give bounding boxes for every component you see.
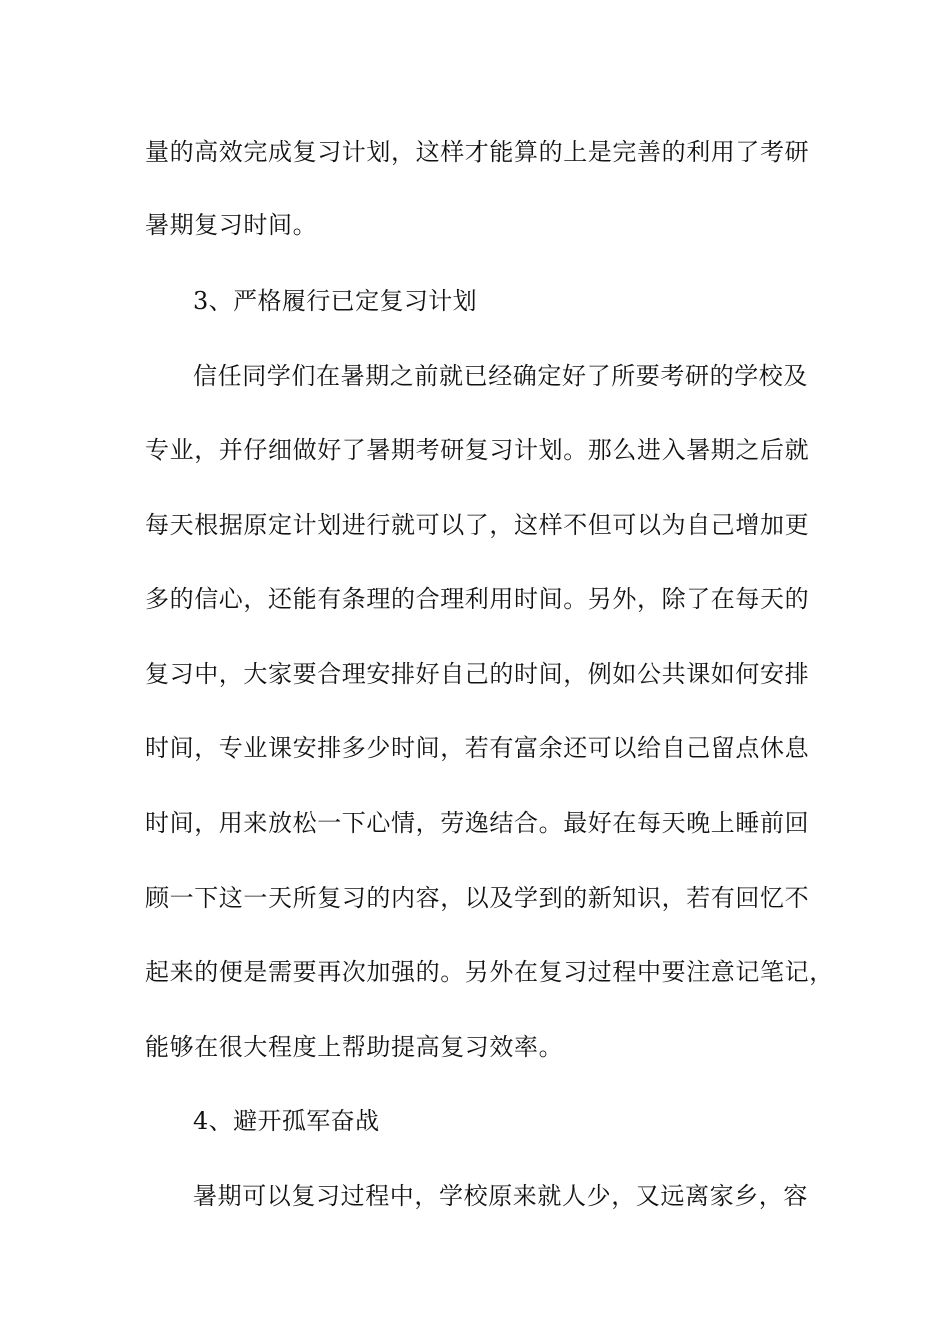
paragraph-line: 时间，用来放松一下心情，劳逸结合。最好在每天晚上睡前回 <box>145 809 810 837</box>
paragraph-line: 量的高效完成复习计划，这样才能算的上是完善的利用了考研 <box>145 138 810 166</box>
paragraph-line: 暑期复习时间。 <box>145 211 318 239</box>
paragraph-line: 复习中，大家要合理安排好自己的时间，例如公共课如何安排 <box>145 660 810 688</box>
paragraph-line: 专业，并仔细做好了暑期考研复习计划。那么进入暑期之后就 <box>145 436 810 464</box>
paragraph-line: 顾一下这一天所复习的内容，以及学到的新知识，若有回忆不 <box>145 884 810 912</box>
paragraph-line: 多的信心，还能有条理的合理利用时间。另外，除了在每天的 <box>145 585 810 613</box>
paragraph-line: 能够在很大程度上帮助提高复习效率。 <box>145 1033 564 1061</box>
paragraph-line: 时间，专业课安排多少时间，若有富余还可以给自己留点休息 <box>145 734 810 762</box>
paragraph-line: 信任同学们在暑期之前就已经确定好了所要考研的学校及 <box>193 362 808 390</box>
paragraph-line: 暑期可以复习过程中，学校原来就人少，又远离家乡，容 <box>193 1182 808 1210</box>
paragraph-line: 每天根据原定计划进行就可以了，这样不但可以为自己增加更 <box>145 511 810 539</box>
paragraph-line: 起来的便是需要再次加强的。另外在复习过程中要注意记笔记， <box>145 958 834 986</box>
section-heading: 3、严格履行已定复习计划 <box>193 287 478 315</box>
section-heading: 4、避开孤军奋战 <box>193 1107 380 1135</box>
